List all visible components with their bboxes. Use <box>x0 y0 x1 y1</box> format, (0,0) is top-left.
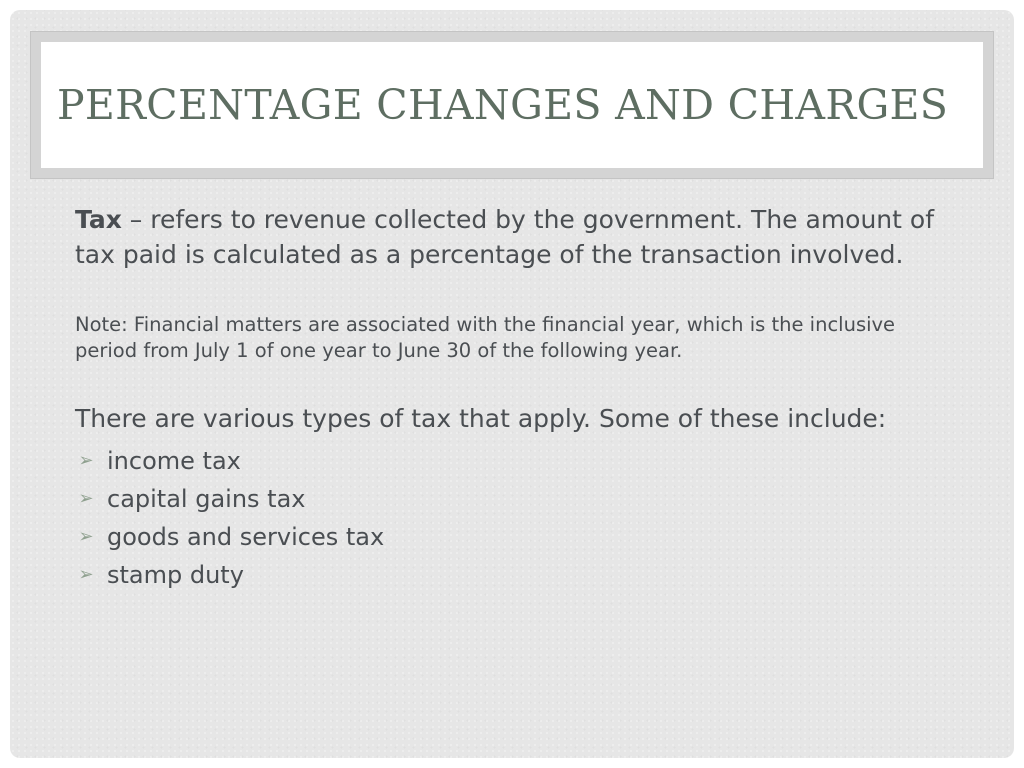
list-item-label: goods and services tax <box>107 523 385 551</box>
list-item <box>75 442 955 480</box>
definition-term: Tax <box>75 205 122 234</box>
list-item <box>75 556 955 594</box>
list-item-label: income tax <box>107 447 241 475</box>
arrow-bullet-icon: ➢ <box>78 488 94 509</box>
list-item <box>75 518 955 556</box>
title-box <box>41 42 983 168</box>
arrow-bullet-icon: ➢ <box>78 564 94 585</box>
arrow-bullet-icon: ➢ <box>78 450 94 471</box>
list-item-label: stamp duty <box>107 561 244 589</box>
slide-body <box>75 202 955 594</box>
definition-text: – refers to revenue collected by the government. The amount of tax paid is calculated as a percentage of the transaction involved. <box>75 205 934 269</box>
tax-definition <box>75 202 955 272</box>
tax-types-list <box>75 442 955 594</box>
types-intro: There are various types of tax that apply. Some of these include: <box>75 404 887 433</box>
title-frame <box>30 31 994 179</box>
slide-title: PERCENTAGE CHANGES AND CHARGES <box>57 81 949 129</box>
financial-year-note: Note: Financial matters are associated with the financial year, which is the inclusive period from July 1 of one year to June 30 of the following year. <box>75 313 896 362</box>
list-item-label: capital gains tax <box>107 485 306 513</box>
arrow-bullet-icon: ➢ <box>78 526 94 547</box>
list-item <box>75 480 955 518</box>
slide <box>10 10 1014 758</box>
